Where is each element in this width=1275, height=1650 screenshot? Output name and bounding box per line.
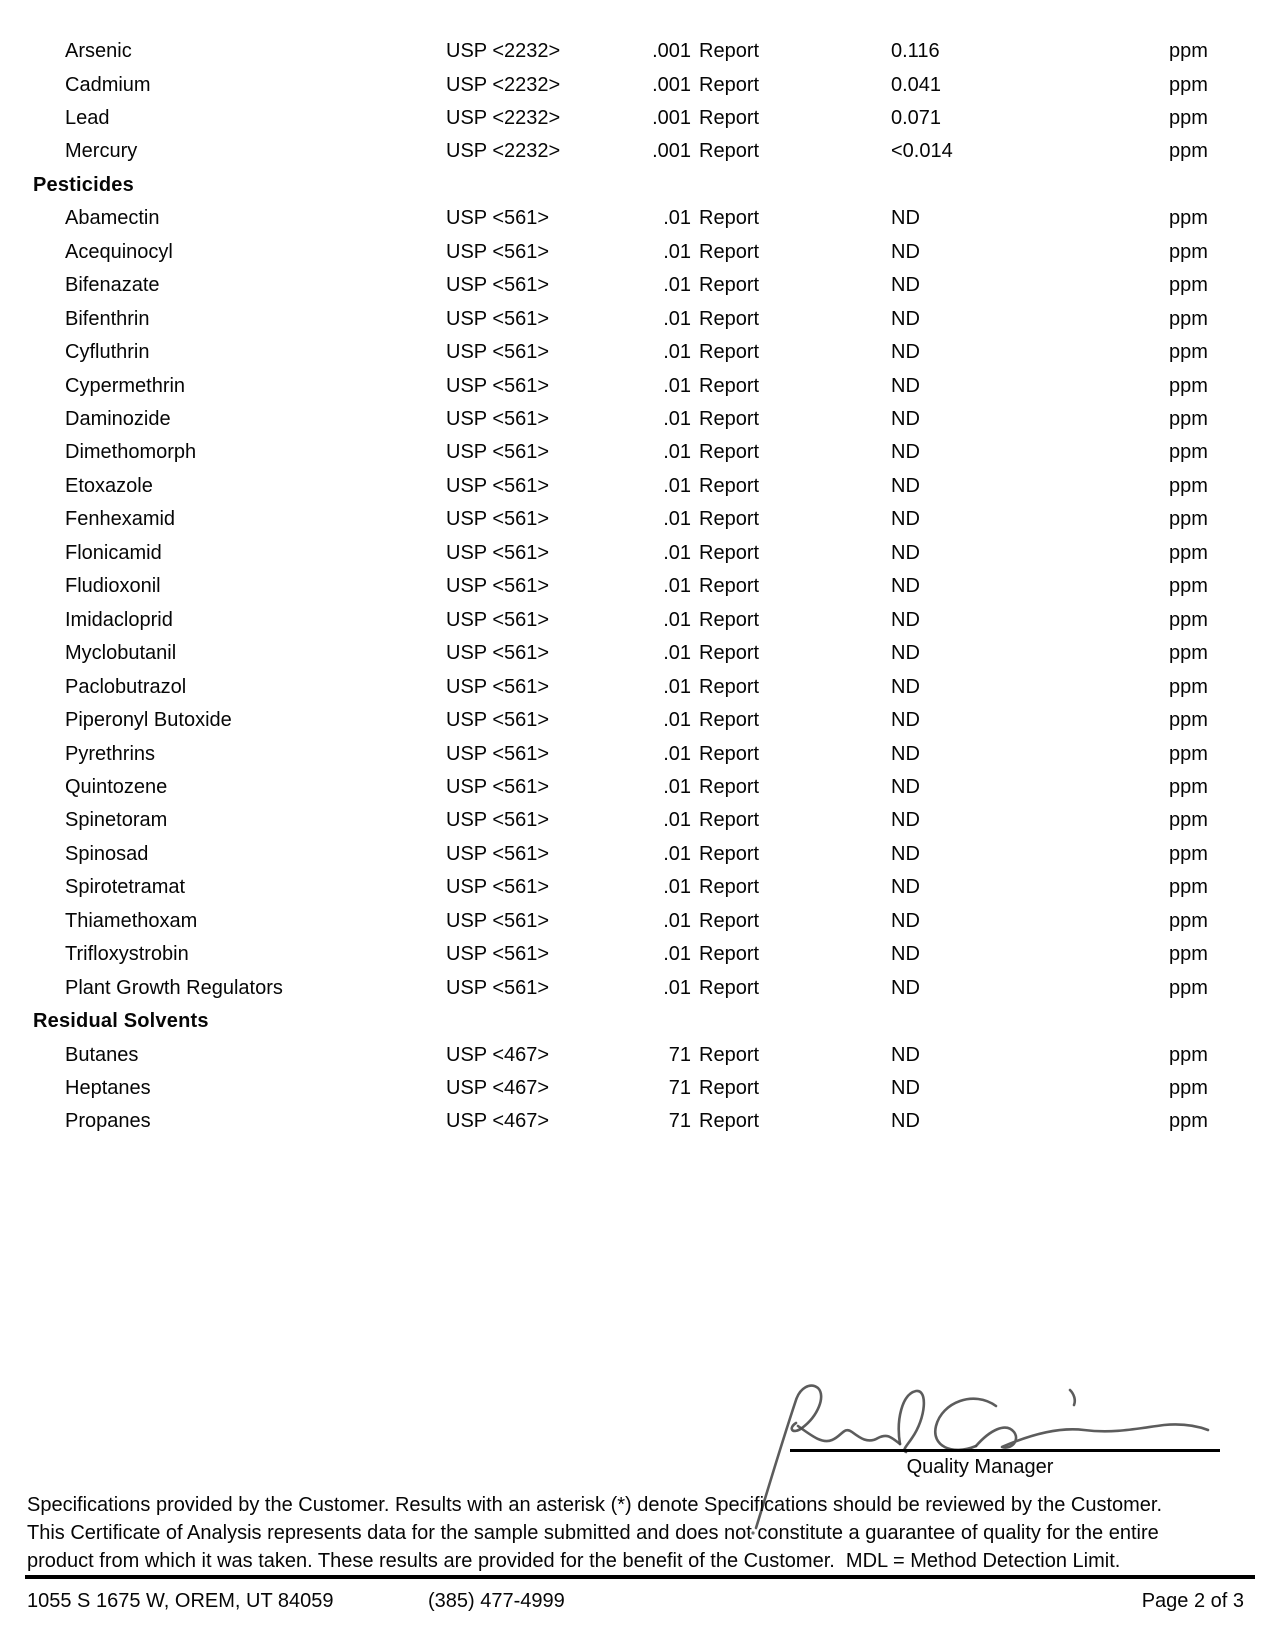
analyte-name-cell: Myclobutanil — [65, 642, 177, 665]
mdl-cell: .01 — [663, 274, 691, 297]
result-cell: ND — [891, 809, 920, 832]
result-cell: ND — [891, 207, 920, 230]
mdl-cell: .01 — [663, 709, 691, 731]
analyte-name-cell: Fenhexamid — [65, 508, 176, 531]
method-cell: USP <561> — [446, 374, 550, 397]
analyte-name-cell: Cadmium — [65, 73, 151, 96]
method-cell: USP <2232> — [446, 140, 561, 163]
spec-cell: Report — [699, 307, 760, 330]
result-cell: ND — [891, 341, 920, 364]
analyte-name-cell: Heptanes — [65, 1077, 151, 1099]
spec-cell: Report — [699, 541, 760, 564]
spec-cell: Report — [699, 240, 760, 263]
table-row — [0, 35, 1275, 68]
analyte-name-cell: Imidacloprid — [65, 608, 173, 631]
result-cell: ND — [891, 408, 920, 430]
unit-cell: ppm — [1169, 842, 1208, 865]
method-cell: USP <561> — [446, 508, 550, 531]
result-cell: ND — [891, 675, 920, 698]
method-cell: USP <561> — [446, 307, 550, 330]
mdl-cell: 71 — [668, 1043, 691, 1066]
result-cell: ND — [891, 274, 920, 297]
table-row — [0, 403, 1275, 436]
result-cell: ND — [891, 1110, 920, 1133]
analyte-name-cell: Thiamethoxam — [65, 909, 198, 932]
spec-cell: Report — [699, 374, 760, 397]
method-cell: USP <561> — [446, 842, 550, 865]
table-row — [0, 135, 1275, 168]
mdl-cell: .01 — [663, 441, 691, 464]
analyte-name-cell: Dimethomorph — [65, 441, 197, 464]
mdl-cell: .01 — [663, 374, 691, 397]
table-row — [0, 871, 1275, 904]
unit-cell: ppm — [1169, 541, 1208, 564]
mdl-cell: .001 — [652, 40, 691, 62]
table-row — [0, 704, 1275, 737]
result-cell: ND — [891, 909, 920, 932]
unit-cell: ppm — [1169, 1110, 1208, 1133]
disclaimer-line-3: product from which it was taken. These results are provided for the benefit of the Customer. MDL = Method Detection Limit. — [27, 1550, 1121, 1572]
table-row — [0, 972, 1275, 1005]
table-row — [0, 570, 1275, 603]
method-cell: USP <561> — [446, 207, 550, 230]
result-cell: ND — [891, 541, 920, 564]
result-cell: ND — [891, 508, 920, 531]
spec-cell: Report — [699, 976, 760, 999]
unit-cell: ppm — [1169, 1043, 1208, 1066]
table-row — [0, 269, 1275, 302]
unit-cell: ppm — [1169, 976, 1208, 999]
analyte-name-cell: Pyrethrins — [65, 742, 156, 765]
method-cell: USP <2232> — [446, 73, 561, 96]
analyte-name-cell: Spinetoram — [65, 809, 168, 832]
mdl-cell: .01 — [663, 240, 691, 263]
method-cell: USP <2232> — [446, 40, 561, 62]
table-row — [0, 938, 1275, 971]
analyte-name-cell: Cyfluthrin — [65, 341, 150, 364]
section-title: Pesticides — [33, 173, 134, 196]
table-row — [0, 336, 1275, 369]
spec-cell: Report — [699, 575, 760, 598]
table-row — [0, 1072, 1275, 1105]
method-cell: USP <561> — [446, 608, 550, 631]
lab-phone: (385) 477-4999 — [428, 1590, 565, 1612]
method-cell: USP <561> — [446, 675, 550, 698]
spec-cell: Report — [699, 341, 760, 364]
unit-cell: ppm — [1169, 341, 1208, 364]
method-cell: USP <2232> — [446, 106, 561, 129]
spec-cell: Report — [699, 408, 760, 430]
mdl-cell: 71 — [668, 1077, 691, 1099]
table-row — [0, 236, 1275, 269]
table-row — [0, 303, 1275, 336]
result-cell: 0.116 — [891, 40, 940, 62]
mdl-cell: .001 — [652, 140, 691, 163]
table-row — [0, 838, 1275, 871]
mdl-cell: .01 — [663, 408, 691, 430]
result-cell: ND — [891, 976, 920, 999]
unit-cell: ppm — [1169, 207, 1208, 230]
spec-cell: Report — [699, 140, 760, 163]
method-cell: USP <561> — [446, 408, 550, 430]
spec-cell: Report — [699, 474, 760, 497]
section-header-row — [0, 169, 1275, 202]
table-row — [0, 503, 1275, 536]
analyte-name-cell: Piperonyl Butoxide — [65, 709, 232, 731]
spec-cell: Report — [699, 876, 760, 899]
analyte-name-cell: Plant Growth Regulators — [65, 976, 283, 999]
spec-cell: Report — [699, 1110, 760, 1133]
table-row — [0, 905, 1275, 938]
mdl-cell: .01 — [663, 508, 691, 531]
unit-cell: ppm — [1169, 240, 1208, 263]
unit-cell: ppm — [1169, 809, 1208, 832]
unit-cell: ppm — [1169, 943, 1208, 966]
spec-cell: Report — [699, 1077, 760, 1099]
analyte-name-cell: Flonicamid — [65, 541, 162, 564]
analyte-name-cell: Bifenazate — [65, 274, 160, 297]
unit-cell: ppm — [1169, 876, 1208, 899]
unit-cell: ppm — [1169, 508, 1208, 531]
mdl-cell: .01 — [663, 474, 691, 497]
spec-cell: Report — [699, 508, 760, 531]
result-cell: ND — [891, 307, 920, 330]
disclaimer-line-2: This Certificate of Analysis represents data for the sample submitted and does not constitute a guarantee of quality for the entire — [27, 1522, 1159, 1544]
method-cell: USP <561> — [446, 474, 550, 497]
spec-cell: Report — [699, 809, 760, 832]
method-cell: USP <561> — [446, 775, 550, 798]
mdl-cell: .01 — [663, 842, 691, 865]
table-row — [0, 1105, 1275, 1138]
table-row — [0, 102, 1275, 135]
analyte-name-cell: Cypermethrin — [65, 374, 186, 397]
table-row — [0, 804, 1275, 837]
method-cell: USP <561> — [446, 240, 550, 263]
section-header-row — [0, 1005, 1275, 1038]
spec-cell: Report — [699, 642, 760, 665]
spec-cell: Report — [699, 608, 760, 631]
table-row — [0, 202, 1275, 235]
analyte-name-cell: Fludioxonil — [65, 575, 161, 598]
analyte-name-cell: Trifloxystrobin — [65, 943, 189, 966]
spec-cell: Report — [699, 742, 760, 765]
unit-cell: ppm — [1169, 73, 1208, 96]
mdl-cell: .01 — [663, 876, 691, 899]
spec-cell: Report — [699, 441, 760, 464]
mdl-cell: .01 — [663, 675, 691, 698]
spec-cell: Report — [699, 709, 760, 731]
method-cell: USP <561> — [446, 876, 550, 899]
mdl-cell: .001 — [652, 73, 691, 96]
result-cell: 0.041 — [891, 73, 942, 96]
mdl-cell: .001 — [652, 106, 691, 129]
analyte-name-cell: Spirotetramat — [65, 876, 186, 899]
mdl-cell: .01 — [663, 976, 691, 999]
unit-cell: ppm — [1169, 742, 1208, 765]
analyte-name-cell: Mercury — [65, 140, 138, 163]
unit-cell: ppm — [1169, 274, 1208, 297]
table-row — [0, 69, 1275, 102]
mdl-cell: .01 — [663, 608, 691, 631]
table-row — [0, 470, 1275, 503]
unit-cell: ppm — [1169, 408, 1208, 430]
method-cell: USP <561> — [446, 642, 550, 665]
method-cell: USP <467> — [446, 1110, 550, 1133]
table-row — [0, 771, 1275, 804]
result-cell: ND — [891, 876, 920, 899]
unit-cell: ppm — [1169, 608, 1208, 631]
method-cell: USP <561> — [446, 709, 550, 731]
method-cell: USP <561> — [446, 809, 550, 832]
spec-cell: Report — [699, 40, 760, 62]
spec-cell: Report — [699, 106, 760, 129]
table-row — [0, 637, 1275, 670]
mdl-cell: .01 — [663, 541, 691, 564]
signature-title-label: Quality Manager — [906, 1456, 1054, 1478]
method-cell: USP <561> — [446, 742, 550, 765]
result-cell: ND — [891, 240, 920, 263]
analyte-name-cell: Quintozene — [65, 775, 168, 798]
mdl-cell: .01 — [663, 742, 691, 765]
method-cell: USP <561> — [446, 274, 550, 297]
unit-cell: ppm — [1169, 709, 1208, 731]
method-cell: USP <561> — [446, 441, 550, 464]
unit-cell: ppm — [1169, 307, 1208, 330]
analyte-name-cell: Lead — [65, 106, 110, 129]
table-row — [0, 1039, 1275, 1072]
mdl-cell: .01 — [663, 642, 691, 665]
result-cell: <0.014 — [891, 140, 953, 163]
result-cell: ND — [891, 374, 920, 397]
method-cell: USP <467> — [446, 1077, 550, 1099]
result-cell: ND — [891, 441, 920, 464]
result-cell: ND — [891, 775, 920, 798]
method-cell: USP <467> — [446, 1043, 550, 1066]
spec-cell: Report — [699, 943, 760, 966]
analyte-name-cell: Paclobutrazol — [65, 675, 187, 698]
table-row — [0, 738, 1275, 771]
result-cell: ND — [891, 642, 920, 665]
method-cell: USP <561> — [446, 943, 550, 966]
method-cell: USP <561> — [446, 341, 550, 364]
spec-cell: Report — [699, 909, 760, 932]
unit-cell: ppm — [1169, 642, 1208, 665]
unit-cell: ppm — [1169, 675, 1208, 698]
result-cell: 0.071 — [891, 106, 942, 129]
analyte-name-cell: Bifenthrin — [65, 307, 150, 330]
mdl-cell: .01 — [663, 809, 691, 832]
mdl-cell: .01 — [663, 943, 691, 966]
mdl-cell: .01 — [663, 307, 691, 330]
unit-cell: ppm — [1169, 1077, 1208, 1099]
analyte-name-cell: Spinosad — [65, 842, 149, 865]
mdl-cell: .01 — [663, 775, 691, 798]
result-cell: ND — [891, 575, 920, 598]
mdl-cell: .01 — [663, 909, 691, 932]
spec-cell: Report — [699, 274, 760, 297]
result-cell: ND — [891, 1043, 920, 1066]
spec-cell: Report — [699, 73, 760, 96]
unit-cell: ppm — [1169, 374, 1208, 397]
result-cell: ND — [891, 709, 920, 731]
mdl-cell: 71 — [668, 1110, 691, 1133]
spec-cell: Report — [699, 675, 760, 698]
spec-cell: Report — [699, 842, 760, 865]
unit-cell: ppm — [1169, 40, 1208, 62]
unit-cell: ppm — [1169, 106, 1208, 129]
spec-cell: Report — [699, 775, 760, 798]
unit-cell: ppm — [1169, 775, 1208, 798]
mdl-cell: .01 — [663, 207, 691, 230]
method-cell: USP <561> — [446, 976, 550, 999]
spec-cell: Report — [699, 1043, 760, 1066]
result-cell: ND — [891, 608, 920, 631]
result-cell: ND — [891, 842, 920, 865]
unit-cell: ppm — [1169, 909, 1208, 932]
analyte-name-cell: Acequinocyl — [65, 240, 173, 263]
analyte-name-cell: Abamectin — [65, 207, 160, 230]
spec-cell: Report — [699, 207, 760, 230]
mdl-cell: .01 — [663, 575, 691, 598]
method-cell: USP <561> — [446, 909, 550, 932]
footer-divider — [25, 1575, 1255, 1579]
table-row — [0, 671, 1275, 704]
table-row — [0, 604, 1275, 637]
method-cell: USP <561> — [446, 575, 550, 598]
disclaimer-paragraph — [27, 1491, 1237, 1575]
lab-address: 1055 S 1675 W, OREM, UT 84059 — [27, 1590, 334, 1612]
signature-line — [790, 1449, 1220, 1452]
analyte-name-cell: Arsenic — [65, 40, 132, 62]
result-cell: ND — [891, 943, 920, 966]
result-cell: ND — [891, 1077, 920, 1099]
unit-cell: ppm — [1169, 575, 1208, 598]
disclaimer-line-1: Specifications provided by the Customer. Results with an asterisk (*) denote Specifications should be reviewed by the Customer. — [27, 1494, 1163, 1516]
analyte-name-cell: Etoxazole — [65, 474, 153, 497]
method-cell: USP <561> — [446, 541, 550, 564]
table-row — [0, 537, 1275, 570]
analyte-name-cell: Daminozide — [65, 408, 171, 430]
section-title: Residual Solvents — [33, 1010, 209, 1033]
mdl-cell: .01 — [663, 341, 691, 364]
result-cell: ND — [891, 742, 920, 765]
table-row — [0, 370, 1275, 403]
result-cell: ND — [891, 474, 920, 497]
page-indicator: Page 2 of 3 — [1141, 1590, 1244, 1612]
unit-cell: ppm — [1169, 140, 1208, 163]
table-row — [0, 436, 1275, 469]
analyte-name-cell: Propanes — [65, 1110, 151, 1133]
analyte-name-cell: Butanes — [65, 1043, 139, 1066]
unit-cell: ppm — [1169, 474, 1208, 497]
unit-cell: ppm — [1169, 441, 1208, 464]
